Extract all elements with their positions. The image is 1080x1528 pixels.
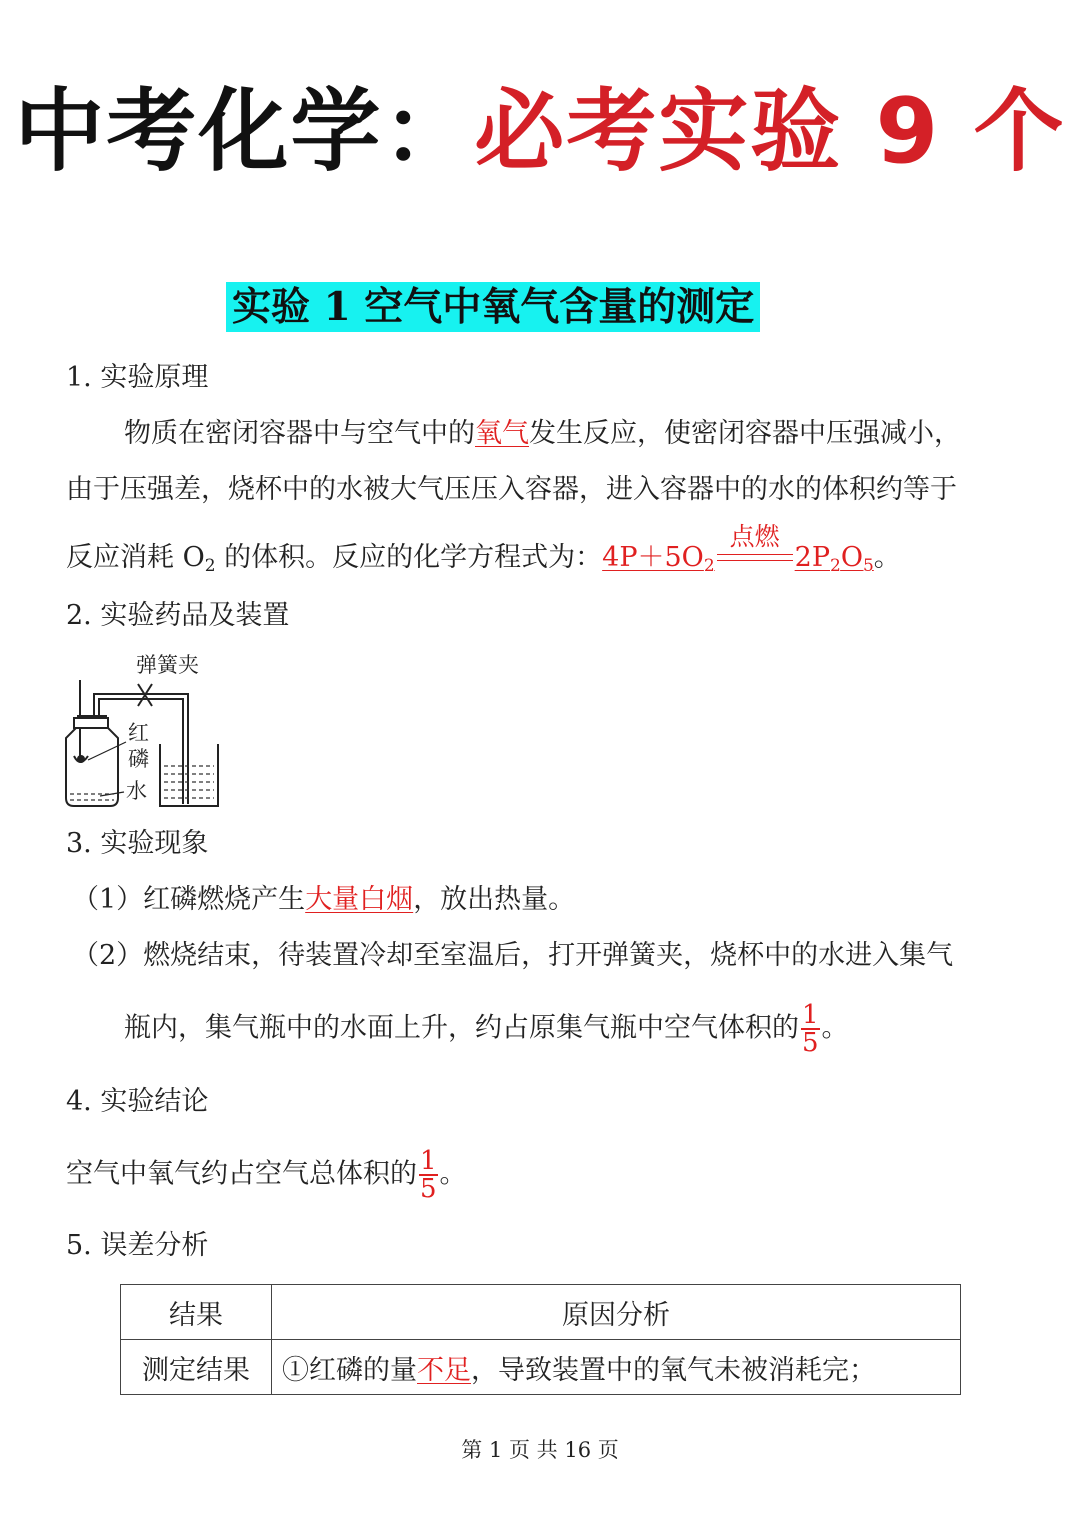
label-red: 红 [128, 721, 149, 745]
text-fragment: ，放出热量。 [413, 884, 576, 915]
fraction-one-fifth [419, 1148, 438, 1202]
text-fragment: 反应消耗 O [66, 542, 205, 573]
text-fragment: 4P＋5O [602, 542, 704, 573]
subscript: 2 [204, 556, 216, 576]
text-fragment: 物质在密闭容器中与空气中的 [124, 418, 475, 449]
experiment-title: 实验 1 空气中氧气含量的测定 [226, 282, 760, 332]
title-main: 中考化学： [14, 79, 475, 184]
section3-p2a: （2）燃烧结束，待装置冷却至室温后，打开弹簧夹，烧杯中的水进入集气 [72, 940, 954, 971]
apparatus-diagram [60, 648, 230, 818]
equation-right [794, 542, 874, 576]
stopper [74, 718, 108, 728]
fraction-denominator: 5 [420, 1174, 437, 1204]
section4-text [66, 1148, 467, 1202]
fraction-numerator: 1 [802, 1000, 819, 1030]
text-fragment: ①红磷的量 [282, 1354, 417, 1386]
section3-p2b [124, 1002, 849, 1056]
text-fragment: 。 [439, 1158, 467, 1190]
text-fragment: ，导致装置中的氧气未被消耗完； [471, 1354, 876, 1386]
table-header-cell: 原因分析 [272, 1285, 961, 1340]
equals-line [717, 560, 793, 561]
label-phosphorus: 磷 [128, 747, 149, 771]
section5-heading: 5. 误差分析 [66, 1230, 209, 1261]
label-clamp: 弹簧夹 [136, 653, 199, 677]
text-fragment: 瓶内，集气瓶中的水面上升，约占原集气瓶中空气体积的 [124, 1012, 799, 1044]
equals-line [717, 554, 793, 555]
answer-white-smoke: 大量白烟 [305, 884, 414, 915]
condition-label: 点燃 [729, 521, 780, 551]
error-analysis-table [120, 1284, 961, 1395]
pointer-line [88, 742, 126, 760]
equation-condition [715, 521, 795, 574]
section3-p1 [72, 882, 575, 918]
section1-line2: 由于压强差，烧杯中的水被大气压压入容器，进入容器中的水的体积约等于 [66, 474, 957, 505]
table-header-cell: 结果 [121, 1285, 272, 1340]
phosphorus-dot [77, 755, 85, 763]
page-number: 第 1 页 共 16 页 [461, 1438, 619, 1462]
fraction-numerator: 1 [420, 1146, 437, 1176]
text-fragment: 2P [794, 542, 830, 573]
section4-heading: 4. 实验结论 [66, 1086, 209, 1117]
subscript: 2 [830, 556, 841, 576]
text-fragment: 。 [873, 542, 901, 573]
equation-left [602, 542, 715, 576]
subscript: 2 [703, 556, 715, 576]
answer-insufficient: 不足 [417, 1354, 471, 1386]
section1-heading: 1. 实验原理 [66, 362, 209, 393]
text-fragment: 发生反应，使密闭容器中压强减小， [529, 418, 961, 449]
table-row [121, 1340, 961, 1395]
fraction-denominator: 5 [802, 1028, 819, 1058]
section1-line3 [66, 521, 901, 576]
table-header-row [121, 1285, 961, 1340]
label-water: 水 [126, 779, 147, 803]
section1-line1 [124, 416, 961, 452]
text-fragment: 的体积。反应的化学方程式为： [215, 542, 603, 573]
title-highlight: 必考实验 9 个 [474, 79, 1066, 184]
table-cell [272, 1340, 961, 1395]
section2-heading: 2. 实验药品及装置 [66, 600, 290, 631]
subscript: 5 [862, 556, 874, 576]
text-fragment: （1）红磷燃烧产生 [72, 884, 306, 915]
text-fragment: 。 [821, 1012, 849, 1044]
fraction-one-fifth [801, 1002, 820, 1056]
page-title [0, 72, 1080, 192]
gas-bottle [66, 716, 118, 806]
text-fragment: O [840, 542, 863, 573]
section3-heading: 3. 实验现象 [66, 828, 209, 859]
answer-oxygen: 氧气 [475, 418, 529, 449]
text-fragment: 空气中氧气约占空气总体积的 [66, 1158, 417, 1190]
table-cell: 测定结果 [121, 1340, 272, 1395]
